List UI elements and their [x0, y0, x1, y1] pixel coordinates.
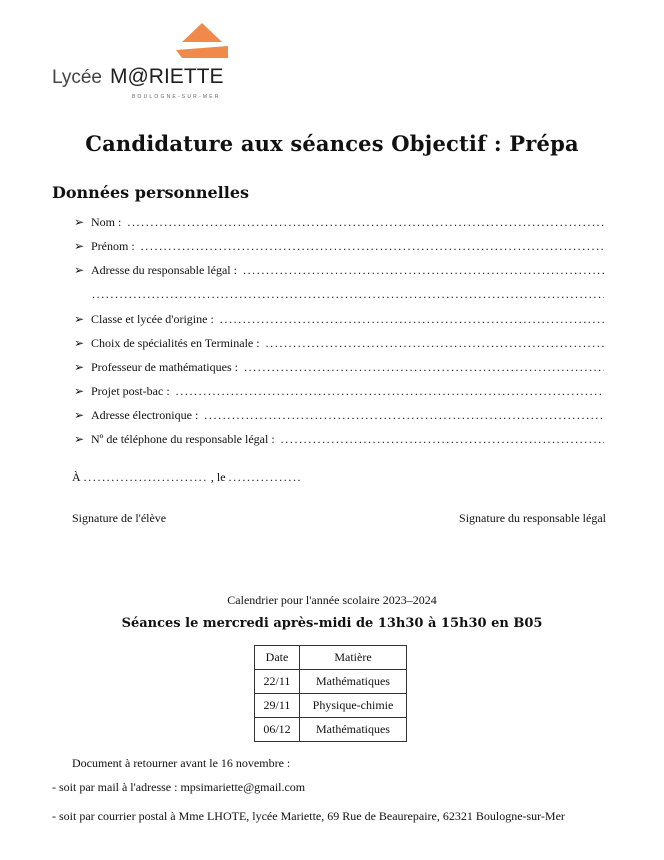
return-by-mail-text: - soit par mail à l'adresse : mpsimariette@gmail.com — [52, 780, 306, 794]
field-label: Choix de spécialités en Terminale : — [91, 336, 260, 350]
cell-matiere: Mathématiques — [300, 718, 407, 742]
school-logo — [52, 20, 252, 105]
fill-in-line[interactable] — [281, 432, 604, 447]
field-projet[interactable] — [74, 384, 604, 402]
bullet-arrow-icon: ➢ — [74, 312, 85, 326]
field-label: Professeur de mathématiques : — [91, 360, 238, 374]
fill-in-line[interactable] — [266, 336, 604, 351]
logo-triangle-bottom — [176, 46, 228, 58]
field-label: Adresse du responsable légal : — [91, 263, 237, 277]
calendar-title: Calendrier pour l'année scolaire 2023–2024 — [227, 593, 437, 607]
column-header-date: Date — [255, 646, 300, 670]
table-row — [255, 670, 407, 694]
bullet-arrow-icon: ➢ — [74, 432, 85, 446]
logo-graphic — [52, 20, 252, 105]
logo-prefix: Lycée — [52, 67, 102, 88]
field-label: Adresse électronique : — [91, 408, 199, 422]
return-by-post-text: - soit par courrier postal à Mme LHOTE, lycée Mariette, 69 Rue de Beaurepaire, 62321 Boulogne-sur-Mer — [52, 809, 565, 823]
date-prefix: , le — [210, 470, 226, 484]
cell-date: 29/11 — [255, 694, 300, 718]
date-fill-in[interactable] — [229, 470, 303, 484]
table-header-row — [255, 646, 407, 670]
field-telephone[interactable] — [74, 432, 604, 450]
return-deadline-text: Document à retourner avant le 16 novembre : — [72, 756, 291, 770]
fill-in-line[interactable] — [244, 360, 604, 375]
fill-in-line[interactable] — [141, 239, 604, 254]
place-prefix: À — [72, 470, 81, 484]
fill-in-line[interactable] — [243, 263, 604, 278]
field-label: Classe et lycée d'origine : — [91, 312, 214, 326]
cell-date: 22/11 — [255, 670, 300, 694]
place-date-line — [72, 470, 302, 485]
calendar-table — [254, 645, 407, 742]
signature-student-label: Signature de l'élève — [72, 511, 167, 525]
fill-in-line[interactable] — [220, 312, 604, 327]
fill-in-line[interactable] — [92, 287, 604, 302]
column-header-matiere: Matière — [300, 646, 407, 670]
fill-in-line[interactable] — [127, 215, 604, 230]
page-title: Candidature aux séances Objectif : Prépa — [85, 131, 579, 156]
logo-city: BOULOGNE-SUR-MER — [132, 94, 221, 100]
place-fill-in[interactable] — [84, 470, 208, 484]
field-prenom[interactable] — [74, 239, 604, 257]
field-nom[interactable] — [74, 215, 604, 233]
bullet-arrow-icon: ➢ — [74, 384, 85, 398]
bullet-arrow-icon: ➢ — [74, 408, 85, 422]
bullet-arrow-icon: ➢ — [74, 239, 85, 253]
bullet-arrow-icon: ➢ — [74, 360, 85, 374]
bullet-arrow-icon: ➢ — [74, 263, 85, 277]
fill-in-line[interactable] — [176, 384, 604, 399]
logo-triangle-top — [182, 23, 222, 42]
field-specialites[interactable] — [74, 336, 604, 354]
signature-guardian-label: Signature du responsable légal — [459, 511, 606, 525]
bullet-arrow-icon: ➢ — [74, 336, 85, 350]
section-title-personal-data: Données personnelles — [52, 183, 250, 202]
table-row — [255, 718, 407, 742]
logo-name: M@RIETTE — [110, 65, 224, 88]
field-label: Nom : — [91, 215, 122, 229]
field-adresse[interactable] — [74, 263, 604, 281]
field-adresse-continuation[interactable] — [92, 287, 604, 305]
bullet-arrow-icon: ➢ — [74, 215, 85, 229]
fill-in-line[interactable] — [204, 408, 604, 423]
calendar-subtitle: Séances le mercredi après-midi de 13h30 à 15h30 en B05 — [121, 616, 543, 631]
cell-matiere: Physique-chimie — [300, 694, 407, 718]
field-professeur[interactable] — [74, 360, 604, 378]
field-classe[interactable] — [74, 312, 604, 330]
field-label: Prénom : — [91, 239, 135, 253]
field-label: Projet post-bac : — [91, 384, 170, 398]
field-email[interactable] — [74, 408, 604, 426]
cell-date: 06/12 — [255, 718, 300, 742]
table-row — [255, 694, 407, 718]
field-label: Nº de téléphone du responsable légal : — [91, 432, 275, 446]
cell-matiere: Mathématiques — [300, 670, 407, 694]
